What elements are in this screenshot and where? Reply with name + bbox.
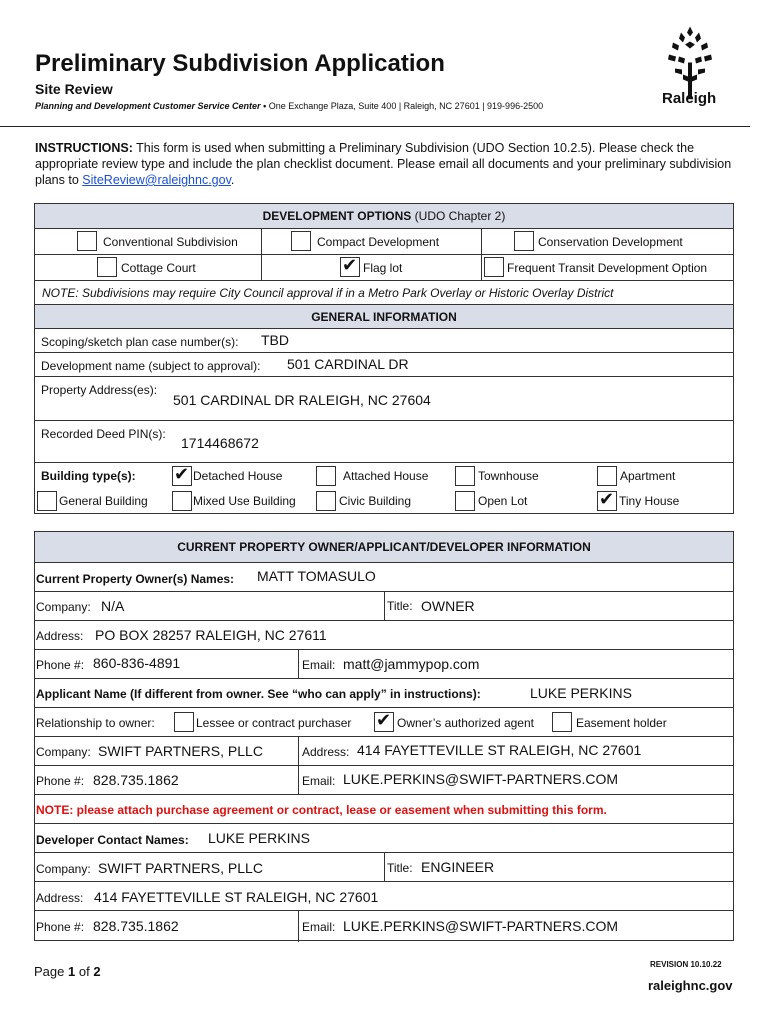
developer-address-input[interactable]: 414 FAYETTEVILLE ST RALEIGH, NC 27601	[94, 889, 379, 905]
owner-contact-row	[35, 649, 733, 678]
owner-company-label: Company:	[36, 600, 91, 614]
compact-development-checkbox[interactable]	[291, 231, 311, 251]
scoping-label: Scoping/sketch plan case number(s):	[41, 335, 239, 349]
development-options-heading-row	[35, 204, 733, 228]
attached-house-checkbox[interactable]	[316, 466, 336, 486]
relationship-label: Relationship to owner:	[36, 716, 155, 730]
owner-phone-label: Phone #:	[36, 658, 85, 672]
general-building-label: General Building	[59, 494, 148, 508]
development-name-input[interactable]: 501 CARDINAL DR	[287, 356, 409, 372]
cell-divider	[261, 229, 262, 254]
compact-development-label: Compact Development	[317, 235, 440, 249]
building-types-row-1	[35, 462, 733, 488]
conventional-subdivision-label: Conventional Subdivision	[103, 235, 238, 249]
page-of: of	[78, 964, 90, 979]
developer-names-row	[35, 823, 733, 852]
deed-pin-input[interactable]: 1714468672	[181, 435, 259, 451]
header-divider	[0, 126, 750, 127]
open-lot-label: Open Lot	[478, 494, 528, 508]
applicant-name-input[interactable]: LUKE PERKINS	[530, 685, 632, 701]
developer-email-label: Email:	[302, 920, 336, 934]
developer-address-row	[35, 881, 733, 910]
cell-divider	[298, 650, 299, 678]
conservation-development-label: Conservation Development	[538, 235, 683, 249]
applicant-address-label: Address:	[302, 745, 350, 759]
owner-company-row	[35, 591, 733, 620]
applicant-address-input[interactable]: 414 FAYETTEVILLE ST RALEIGH, NC 27601	[357, 742, 642, 758]
development-options-row-1	[35, 228, 733, 254]
flag-lot-checkbox[interactable]	[340, 257, 360, 277]
frequent-transit-label: Frequent Transit Development Option	[507, 261, 708, 275]
owner-phone-input[interactable]: 860-836-4891	[93, 655, 181, 671]
cell-divider	[298, 766, 299, 794]
building-types-row-2	[35, 488, 733, 514]
civic-building-label: Civic Building	[339, 494, 412, 508]
attachment-note: NOTE: please attach purchase agreement or contract, lease or easement when submitting this form.	[36, 803, 607, 817]
site-review-email-link[interactable]: SiteReview@raleighnc.gov	[82, 173, 231, 187]
instructions-text: This form is used when submitting a Preliminary Subdivision (UDO Section 10.2.5). Please check the appropriate review type and include the plan checklist document. Please email all documents and your preliminary subdivision plans to	[35, 141, 732, 187]
deed-pin-label: Recorded Deed PIN(s):	[41, 427, 166, 441]
applicant-company-label: Company:	[36, 745, 91, 759]
general-information-heading: GENERAL INFORMATION	[311, 310, 457, 324]
property-address-input[interactable]: 501 CARDINAL DR RALEIGH, NC 27604	[173, 392, 431, 408]
department-line	[35, 101, 543, 111]
owner-address-input[interactable]: PO BOX 28257 RALEIGH, NC 27611	[95, 627, 327, 643]
instructions-label: INSTRUCTIONS:	[35, 141, 133, 155]
cell-divider	[261, 255, 262, 280]
townhouse-label: Townhouse	[478, 469, 539, 483]
attached-house-label: Attached House	[343, 469, 429, 483]
owner-heading: CURRENT PROPERTY OWNER/APPLICANT/DEVELOPER INFORMATION	[177, 540, 591, 554]
applicant-name-label: Applicant Name (If different from owner. See “who can apply” in instructions):	[36, 687, 481, 701]
developer-company-row	[35, 852, 733, 881]
page-total: 2	[93, 964, 101, 979]
page-subtitle: Site Review	[35, 81, 113, 97]
department-name: Planning and Development Customer Service Center •	[35, 101, 267, 111]
developer-names-label: Developer Contact Names:	[36, 833, 189, 847]
applicant-company-row	[35, 736, 733, 765]
applicant-phone-label: Phone #:	[36, 774, 85, 788]
conservation-development-checkbox[interactable]	[514, 231, 534, 251]
owner-heading-row	[35, 532, 733, 562]
applicant-email-input[interactable]: LUKE.PERKINS@SWIFT-PARTNERS.COM	[343, 771, 619, 787]
mixed-use-building-checkbox[interactable]	[172, 491, 192, 511]
apartment-label: Apartment	[620, 469, 676, 483]
developer-company-label: Company:	[36, 862, 91, 876]
developer-phone-label: Phone #:	[36, 920, 85, 934]
cell-divider	[384, 853, 385, 881]
applicant-phone-input[interactable]: 828.735.1862	[93, 772, 179, 788]
mixed-use-building-label: Mixed Use Building	[193, 494, 296, 508]
development-note: NOTE: Subdivisions may require City Council approval if in a Metro Park Overlay or Historic Overlay District	[42, 286, 614, 300]
deed-pin-row	[35, 420, 733, 462]
development-options-heading	[35, 209, 733, 223]
page-current: 1	[68, 964, 76, 979]
developer-title-label: Title:	[387, 861, 413, 875]
owner-address-row	[35, 620, 733, 649]
lessee-label: Lessee or contract purchaser	[196, 716, 352, 730]
apartment-checkbox[interactable]	[597, 466, 617, 486]
owner-title-label: Title:	[387, 599, 413, 613]
owner-applicant-developer-table	[34, 531, 734, 941]
site-url[interactable]: raleighnc.gov	[648, 978, 733, 993]
cottage-court-label: Cottage Court	[121, 261, 196, 275]
scoping-row	[35, 328, 733, 352]
general-building-checkbox[interactable]	[37, 491, 57, 511]
page-title: Preliminary Subdivision Application	[35, 50, 445, 77]
instructions-end: .	[230, 173, 235, 187]
developer-company-input[interactable]: SWIFT PARTNERS, PLLC	[98, 860, 263, 876]
relationship-row	[35, 707, 733, 736]
instructions	[35, 140, 735, 188]
page-prefix: Page	[34, 964, 65, 979]
owner-address-label: Address:	[36, 629, 84, 643]
detached-house-checkbox[interactable]	[172, 466, 192, 486]
applicant-company-input[interactable]: SWIFT PARTNERS, PLLC	[98, 743, 263, 759]
owner-names-row	[35, 562, 733, 591]
property-address-row	[35, 376, 733, 420]
page-number	[34, 964, 101, 979]
owner-email-label: Email:	[302, 658, 336, 672]
attachment-note-row	[35, 794, 733, 823]
detached-house-label: Detached House	[193, 469, 283, 483]
raleigh-logo-text: Raleigh	[662, 90, 717, 107]
flag-lot-label: Flag lot	[363, 261, 403, 275]
tiny-house-label: Tiny House	[619, 494, 680, 508]
developer-names-input[interactable]: LUKE PERKINS	[208, 830, 310, 846]
easement-holder-checkbox[interactable]	[552, 712, 572, 732]
development-options-heading-suffix: (UDO Chapter 2)	[414, 209, 506, 223]
developer-title-input[interactable]: ENGINEER	[421, 859, 495, 875]
development-options-heading-text: DEVELOPMENT OPTIONS	[262, 209, 412, 223]
owner-company-input[interactable]: N/A	[101, 598, 125, 614]
general-information-heading-row	[35, 304, 733, 328]
cell-divider	[481, 229, 482, 254]
owner-names-label: Current Property Owner(s) Names:	[36, 572, 235, 586]
cell-divider	[384, 592, 385, 620]
cottage-court-checkbox[interactable]	[97, 257, 117, 277]
open-lot-checkbox[interactable]	[455, 491, 475, 511]
development-name-row	[35, 352, 733, 376]
cell-divider	[298, 911, 299, 942]
developer-email-input[interactable]: LUKE.PERKINS@SWIFT-PARTNERS.COM	[343, 918, 619, 934]
civic-building-checkbox[interactable]	[316, 491, 336, 511]
cell-divider	[298, 737, 299, 765]
development-name-label: Development name (subject to approval):	[41, 359, 261, 373]
developer-contact-row	[35, 910, 733, 942]
easement-holder-label: Easement holder	[576, 716, 667, 730]
development-note-row	[35, 280, 733, 304]
conventional-subdivision-checkbox[interactable]	[77, 231, 97, 251]
revision-date: REVISION 10.10.22	[650, 960, 722, 969]
development-options-row-2	[35, 254, 733, 280]
townhouse-checkbox[interactable]	[455, 466, 475, 486]
building-types-label: Building type(s):	[41, 469, 136, 483]
tiny-house-checkbox[interactable]	[597, 491, 617, 511]
applicant-name-row	[35, 678, 733, 707]
applicant-contact-row	[35, 765, 733, 794]
owner-email-input[interactable]: matt@jammypop.com	[343, 656, 480, 672]
cell-divider	[481, 255, 482, 280]
scoping-input[interactable]: TBD	[261, 332, 289, 348]
lessee-checkbox[interactable]	[174, 712, 194, 732]
department-contact: One Exchange Plaza, Suite 400 | Raleigh, NC 27601 | 919-996-2500	[268, 101, 544, 111]
developer-address-label: Address:	[36, 891, 84, 905]
developer-phone-input[interactable]: 828.735.1862	[93, 918, 179, 934]
applicant-email-label: Email:	[302, 774, 336, 788]
authorized-agent-checkbox[interactable]	[374, 712, 394, 732]
owner-title-input[interactable]: OWNER	[421, 598, 475, 614]
frequent-transit-checkbox[interactable]	[484, 257, 504, 277]
development-general-table	[34, 203, 734, 514]
authorized-agent-label: Owner’s authorized agent	[397, 716, 534, 730]
owner-names-input[interactable]: MATT TOMASULO	[257, 568, 376, 584]
property-address-label: Property Address(es):	[41, 383, 158, 397]
